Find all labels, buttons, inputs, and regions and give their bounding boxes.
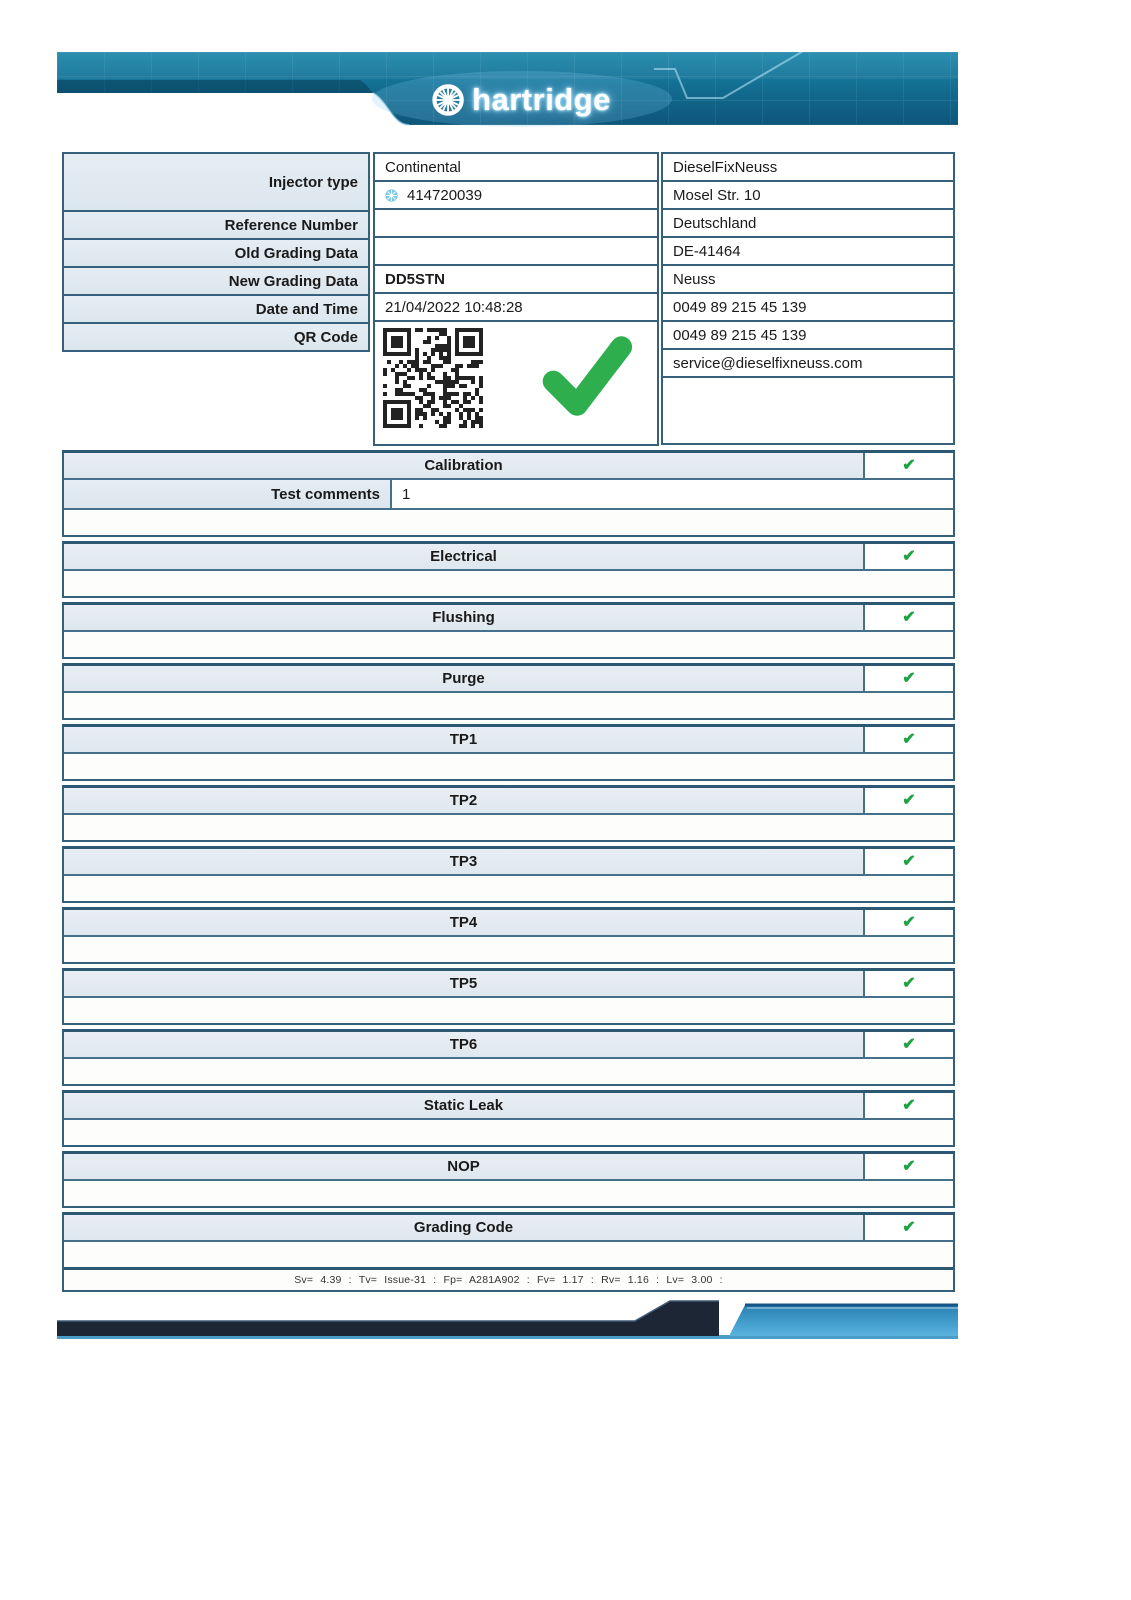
section-spacer-row [64,752,953,779]
workshop-phone-1: 0049 89 215 45 139 [661,292,955,322]
section-tp5 [62,968,955,1025]
workshop-address-column [661,152,955,445]
section-tp4 [62,907,955,964]
section-title: TP5 [64,971,865,996]
section-result-cell [865,910,953,935]
section-title: Flushing [64,605,865,630]
reference-number-label: Reference Number [62,210,370,240]
injector-make-value: Continental [373,152,659,182]
section-title: TP3 [64,849,865,874]
pass-checkmark-icon: ✔ [902,974,916,992]
section-tp2 [62,785,955,842]
section-result-cell [865,788,953,813]
qr-code-image [383,328,483,432]
section-spacer-row [64,691,953,718]
section-result-cell [865,453,953,478]
pass-checkmark-icon: ✔ [902,1218,916,1236]
section-title: Electrical [64,544,865,569]
section-static-leak [62,1090,955,1147]
address-empty-cell [661,376,955,445]
footer-banner-graphic [57,1295,958,1341]
section-title: Calibration [64,453,865,478]
section-calibration [62,450,955,537]
section-grading-code [62,1212,955,1292]
section-title: TP1 [64,727,865,752]
pass-checkmark-icon: ✔ [902,1096,916,1114]
reference-number-value [373,208,659,238]
test-comments-row [64,478,953,508]
section-title: Grading Code [64,1215,865,1240]
section-result-cell [865,1032,953,1057]
workshop-street: Mosel Str. 10 [661,180,955,210]
qr-code-cell [373,320,659,446]
section-title: NOP [64,1154,865,1179]
header-banner [57,52,958,128]
injector-number-row [373,180,659,210]
section-result-cell [865,666,953,691]
section-spacer-row [64,874,953,901]
section-title: TP2 [64,788,865,813]
test-comments-value: 1 [402,485,411,503]
pass-checkmark-icon: ✔ [902,913,916,931]
section-flushing [62,602,955,659]
workshop-city: Neuss [661,264,955,294]
workshop-postcode: DE-41464 [661,236,955,266]
old-grading-data-label: Old Grading Data [62,238,370,268]
section-result-cell [865,1154,953,1179]
date-time-label: Date and Time [62,294,370,324]
pass-checkmark-icon: ✔ [902,669,916,687]
pass-checkmark-icon: ✔ [902,730,916,748]
qr-code-label: QR Code [62,322,370,352]
section-result-cell [865,544,953,569]
pass-checkmark-icon: ✔ [902,1157,916,1175]
section-spacer-row [64,1179,953,1206]
section-spacer-row [64,996,953,1023]
workshop-name: DieselFixNeuss [661,152,955,182]
section-spacer-row [64,569,953,596]
section-title: TP6 [64,1032,865,1057]
workshop-country: Deutschland [661,208,955,238]
pass-checkmark-icon: ✔ [902,852,916,870]
injector-type-label: Injector type [62,152,370,212]
pass-checkmark-icon: ✔ [902,456,916,474]
section-tp3 [62,846,955,903]
section-header [64,453,953,478]
workshop-email: service@dieselfixneuss.com [661,348,955,378]
info-value-column [373,152,659,446]
section-result-cell [865,849,953,874]
section-result-cell [865,605,953,630]
section-spacer-row [64,1240,953,1267]
section-tp1 [62,724,955,781]
section-spacer-row [64,630,953,657]
section-spacer-row [64,813,953,840]
test-comments-label: Test comments [64,480,392,508]
brand-name: hartridge [472,82,611,117]
brand-logo [431,82,611,118]
section-result-cell [865,727,953,752]
section-spacer-row [64,1057,953,1084]
section-result-cell [865,1093,953,1118]
old-grading-data-value [373,236,659,266]
footer-banner [57,1295,958,1341]
section-electrical [62,541,955,598]
new-grading-data-value: DD5STN [373,264,659,294]
pass-checkmark-icon: ✔ [902,608,916,626]
section-title: Purge [64,666,865,691]
section-spacer-row [64,1118,953,1145]
pass-checkmark-icon: ✔ [902,791,916,809]
pass-checkmark-icon: ✔ [902,547,916,565]
section-title: Static Leak [64,1093,865,1118]
injector-number-value: 414720039 [407,186,483,204]
section-result-cell [865,971,953,996]
info-label-column [62,152,370,352]
section-spacer-row [64,935,953,962]
section-result-cell [865,1215,953,1240]
date-time-value: 21/04/2022 10:48:28 [373,292,659,322]
section-title: TP4 [64,910,865,935]
section-tp6 [62,1029,955,1086]
injector-id-wheel-icon [385,189,398,202]
section-nop [62,1151,955,1208]
section-spacer-row [64,508,953,535]
software-version-line: Sv= 4.39 : Tv= Issue-31 : Fp= A281A902 : Fv= 1.17 : Rv= 1.16 : Lv= 3.00 : [64,1267,953,1290]
new-grading-data-label: New Grading Data [62,266,370,296]
test-results [62,450,955,1292]
pass-checkmark-icon: ✔ [902,1035,916,1053]
hartridge-wheel-icon [431,83,465,117]
workshop-phone-2: 0049 89 215 45 139 [661,320,955,350]
section-purge [62,663,955,720]
big-pass-checkmark-icon [541,334,633,418]
